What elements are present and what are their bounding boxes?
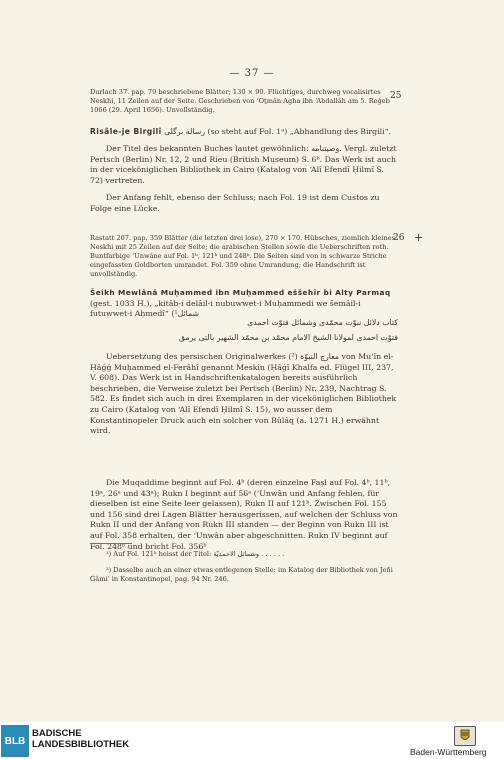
entry-number-25: 25 xyxy=(390,91,402,101)
entry25-p1-arabic: وصيتنامه xyxy=(311,144,340,153)
entry26-paragraph-1 xyxy=(90,352,398,437)
entry25-description: Durlach 37. pap. 79 beschriebene Blätter; 130 × 90. Flüchtiges, durchweg vocalisirtes Neskhi, 11 Zeilen auf der Seite. Geschrieben von ʻOṯmân Agha ibn ʻAbdallâh am 5. Reǵeb 1066 (29. April 1656). Unvollständig. xyxy=(90,88,390,115)
footnote-1 xyxy=(90,550,398,559)
entry26-heading-bold: Šeikh Mewlânâ Muḥammed ibn Muḥammed eššehîr bi Alty Parmaq xyxy=(90,288,391,297)
entry26-p1-arabic: معارج النبوّة xyxy=(300,352,340,361)
footnote-rule xyxy=(90,543,132,544)
entry26-p1-text-b: (²) von Muʻîn el-Ḥâǵǵ Muḥammed el-Ferâhî genannt Meskîn (Ḥâǵî Khalfa ed. Flügel III, 237, V. 608). Das Werk ist in Handschriftenkatalogen bereits ausführlich beschrieben, die Verweise zuletzt bei Pertsch (Berlin) Nr. 239, Nachtrag S. 582. Es findet sich auch in drei Exemplaren in der viceköniglichen Bibliothek zu Cairo (Katalog von ʻAlî Efendî Ḥilmî S. 15), wo ausser dem Konstantinopeler Druck auch ein solcher von Bûlâq (a. 1271 H.) erwähnt wird. xyxy=(90,352,397,436)
entry26-description: Rastatt 207. pap. 359 Blätter (die letzten drei lose), 270 × 170. Hübsches, ziemlich kleines Neskhi mit 25 Zeilen auf der Seite; die arabischen Stellen sowie die Ueberschriften roth. Buntfarbige ʻUnwâne auf Fol. 1ᵇ, 121ᵇ und 248ᵇ. Die Seiten sind von in schwarze Striche eingefassten Goldborten umrandet. Fol. 359 ohne Umrandung; die Handschrift ist unvollständig. xyxy=(90,234,396,279)
entry25-paragraph-2: Der Anfang fehlt, ebenso der Schluss; nach Fol. 19 ist dem Custos zu Folge eine Lücke. xyxy=(90,193,380,213)
footnote-1-dots: . . . . . . xyxy=(261,550,285,558)
library-name-line-2: LANDESBIBLIOTHEK xyxy=(32,739,130,750)
entry26-heading-arabic: (¹شمائل xyxy=(171,309,200,319)
footnote-1-text: ¹) Auf Fol. 121ᵇ heisst der Titel: xyxy=(106,550,212,558)
plus-mark: + xyxy=(414,231,424,244)
entry25-paragraph-1 xyxy=(90,144,398,186)
entry25-p1-text-a: Der Titel des bekannten Buches lautet gewöhnlich: xyxy=(106,144,309,153)
page-number: — 37 — xyxy=(229,68,275,79)
coat-of-arms-icon xyxy=(454,726,476,746)
footnote-1-arabic: وشمائل الاحمديّة xyxy=(213,550,260,558)
library-name xyxy=(32,728,129,750)
entry26-heading xyxy=(90,288,398,320)
entry26-paragraph-2: Die Muqaddime beginnt auf Fol. 4ᵇ (deren einzelne Faṣl auf Fol. 4ᵇ, 11ᵇ, 19ᵃ, 26ᵃ und 43ᵃ); Rukn I beginnt auf 56ᵃ (ʻUnwân und Anfang fehlen, für dieselben ist eine Seite leer gelassen), Rukn II auf 121ᵇ. Zwischen Fol. 155 und 156 sind drei Lagen Blätter herausgerissen, auf welchen der Schluss von Rukn II und der Anfang von Rukn III standen — der Beginn von Rukn III ist auf Fol. 358 erhalten, der ʻUnwân aber abgeschnitten. Rukn IV beginnt auf Fol. 248ᵇ und bricht Fol. 356ᵇ xyxy=(90,478,398,551)
entry25-p1-text-b: . Vergl. zuletzt Pertsch (Berlin) Nr. 12, 2 und Rieu (British Museum) S. 6ᵇ. Das Werk ist auch in der viceköniglichen Bibliothek in Cairo (Katalog von ʻAlî Efendî Ḥilmî S. 72) vertreten. xyxy=(90,144,397,185)
entry26-p1-text-a: Uebersetzung des persischen Originalwerkes xyxy=(106,352,286,361)
baden-wuerttemberg-label: Baden-Württemberg xyxy=(410,747,487,757)
entry25-title-rest: (so steht auf Fol. 1ᵃ) „Abhandlung des Birgili“. xyxy=(207,127,392,136)
blb-logo: BLB xyxy=(1,725,29,757)
entry25-title-bold: Risâle-je Birgilî xyxy=(90,127,162,136)
entry-number-26: 26 xyxy=(393,233,405,243)
arabic-title-line-1: كتاب دلائل نبوّت محمّدى وشمائل فتوّت احمدى xyxy=(247,318,398,327)
entry25-title-arabic: رساله برگلى xyxy=(164,127,206,136)
entry25-heading xyxy=(90,127,398,138)
arabic-title-line-2: فتوّت احمدى لمولانا الشيخ الامام محمّد بن محمّد الشهير بالتى يرمق xyxy=(178,333,398,342)
footnote-2: ²) Dasselbe auch an einer etwas entlegenen Stelle: im Katalog der Bibliothek von Jeñi Ǵâmiʻ in Konstantinopel, pag. 94 Nr. 246. xyxy=(90,566,393,584)
entry26-heading-rest: (gest. 1033 H.), „kitâb-i delâil-i nubuwwet-i Muḥammedi we šemâil-i futuwwet-i Aḥmedî“ xyxy=(90,298,361,319)
library-name-line-1: BADISCHE xyxy=(32,728,82,739)
